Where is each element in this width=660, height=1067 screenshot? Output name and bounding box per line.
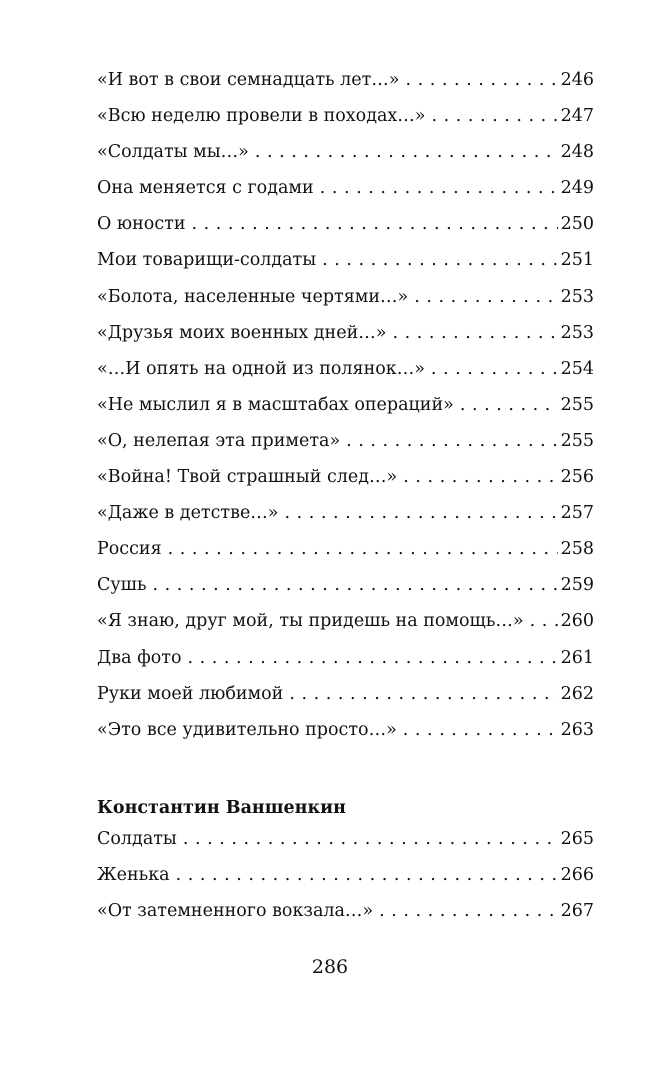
- toc-entry: [97, 467, 594, 503]
- toc-entry: [97, 142, 594, 178]
- dot-leader: [322, 250, 558, 270]
- toc-entry: [97, 575, 594, 611]
- toc-entry-title: Мои товарищи-солдаты: [97, 250, 317, 271]
- dot-leader: [403, 720, 558, 740]
- toc-section-1: [97, 70, 594, 756]
- dot-leader: [168, 539, 558, 559]
- toc-entry: [97, 323, 594, 359]
- toc-entry: [97, 720, 594, 756]
- toc-entry-title: «Это все удивительно просто…»: [97, 719, 397, 740]
- toc-entry-title: «О, нелепая эта примета»: [97, 430, 341, 451]
- toc-entry-page: 246: [560, 70, 594, 90]
- toc-entry-page: 267: [560, 901, 594, 922]
- toc-entry-page: 247: [560, 106, 594, 127]
- toc-entry-title: Сушь: [97, 575, 147, 596]
- dot-leader: [320, 178, 558, 198]
- dot-leader: [346, 431, 558, 451]
- toc-entry-page: 254: [560, 358, 594, 379]
- toc-entry-page: 256: [560, 467, 594, 488]
- author-heading: Константин Ваншенкин: [97, 798, 346, 818]
- toc-entry-page: 259: [560, 575, 594, 596]
- toc-entry-page: 266: [560, 865, 594, 886]
- dot-leader: [188, 648, 558, 668]
- dot-leader: [405, 70, 558, 90]
- toc-entry-title: «Я знаю, друг мой, ты придешь на помощь…»: [97, 611, 524, 632]
- toc-entry-page: 250: [560, 214, 594, 235]
- toc-entry: [97, 684, 594, 720]
- toc-entry-title: «Всю неделю провели в походах…»: [97, 106, 426, 127]
- toc-entry-title: «И вот в свои семнадцать лет…»: [97, 70, 400, 90]
- toc-entry-title: Россия: [97, 539, 162, 560]
- page-number: 286: [311, 956, 349, 978]
- dot-leader: [379, 901, 558, 921]
- toc-section-2: [97, 829, 594, 937]
- toc-entry-title: «…И опять на одной из полянок…»: [97, 358, 425, 379]
- dot-leader: [285, 503, 558, 523]
- dot-leader: [192, 214, 559, 234]
- toc-entry-page: 258: [560, 539, 594, 560]
- toc-entry: [97, 539, 594, 575]
- toc-entry: [97, 214, 594, 250]
- toc-entry-title: О юности: [97, 214, 186, 235]
- toc-entry-title: «От затемненного вокзала…»: [97, 901, 374, 922]
- dot-leader: [460, 395, 558, 415]
- toc-entry-page: 263: [560, 719, 594, 740]
- toc-entry: [97, 648, 594, 684]
- toc-entry-page: 249: [560, 178, 594, 199]
- dot-leader: [255, 142, 558, 162]
- toc-entry-title: «Солдаты мы…»: [97, 142, 249, 163]
- toc-entry: [97, 178, 594, 214]
- toc-entry-title: Она меняется с годами: [97, 178, 314, 199]
- toc-entry-title: Женька: [97, 865, 170, 886]
- toc-entry: [97, 829, 594, 865]
- toc-entry-title: Два фото: [97, 647, 182, 668]
- toc-entry-page: 253: [560, 322, 594, 343]
- toc-entry-page: 253: [560, 286, 594, 307]
- toc-entry-title: «Болота, населенные чертями…»: [97, 286, 409, 307]
- toc-entry-page: 255: [560, 394, 594, 415]
- dot-leader: [289, 684, 558, 704]
- toc-entry-page: 261: [560, 647, 594, 668]
- dot-leader: [403, 467, 558, 487]
- toc-entry: [97, 287, 594, 323]
- dot-leader: [152, 575, 558, 595]
- toc-entry: [97, 70, 594, 106]
- toc-entry: [97, 431, 594, 467]
- toc-entry-title: «Друзья моих военных дней…»: [97, 322, 387, 343]
- toc-entry: [97, 503, 594, 539]
- toc-entry: [97, 901, 594, 937]
- toc-entry: [97, 250, 594, 286]
- toc-entry-page: 255: [560, 430, 594, 451]
- dot-leader: [431, 359, 558, 379]
- toc-entry-title: «Война! Твой страшный след…»: [97, 467, 398, 488]
- toc-entry-page: 265: [560, 829, 594, 849]
- toc-entry: [97, 865, 594, 901]
- toc-entry: [97, 395, 594, 431]
- toc-entry-title: Солдаты: [97, 829, 177, 849]
- toc-entry-title: «Даже в детстве…»: [97, 503, 279, 524]
- dot-leader: [176, 865, 558, 885]
- dot-leader: [392, 323, 558, 343]
- dot-leader: [432, 106, 559, 126]
- toc-entry-page: 260: [560, 611, 594, 632]
- dot-leader: [530, 611, 558, 631]
- toc-entry-title: Руки моей любимой: [97, 683, 284, 704]
- toc-entry-title: «Не мыслил я в масштабах операций»: [97, 394, 454, 415]
- toc-entry: [97, 106, 594, 142]
- dot-leader: [183, 829, 558, 849]
- toc-entry-page: 257: [560, 503, 594, 524]
- toc-entry-page: 251: [560, 250, 594, 271]
- toc-entry: [97, 611, 594, 647]
- toc-entry-page: 248: [560, 142, 594, 163]
- toc-entry: [97, 359, 594, 395]
- dot-leader: [414, 287, 558, 307]
- toc-entry-page: 262: [560, 683, 594, 704]
